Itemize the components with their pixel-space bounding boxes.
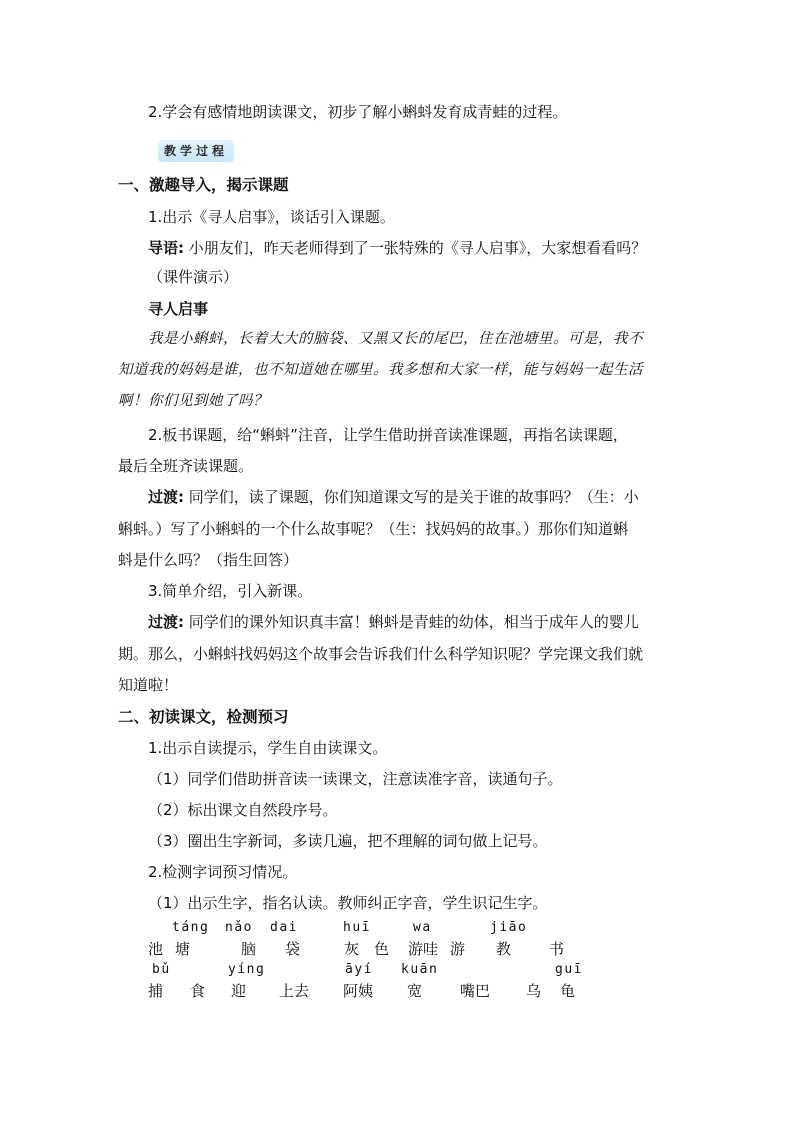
hanzi: 教 — [496, 940, 512, 958]
s1-step2-line1: 2.板书课题，给“蝌蚪”注音，让学生借助拼音读准课题，再指名读课题， — [148, 426, 628, 444]
hanzi: 食 — [190, 982, 206, 1000]
hanzi: 龟 — [560, 982, 576, 1000]
s2-step2-item1: （1）出示生字，指名认读。教师纠正字音，学生识记生字。 — [148, 894, 548, 912]
transition2-line2: 期。那么，小蝌蚪找妈妈这个故事会告诉我们什么科学知识呢？学完课文我们就 — [118, 645, 644, 663]
intro-paragraph — [148, 237, 646, 259]
section1-heading: 一、激趣导入，揭示课题 — [118, 176, 289, 194]
s2-step1: 1.出示自读提示，学生自由读课文。 — [148, 739, 388, 757]
pinyin: guī — [555, 962, 583, 977]
pinyin: bǔ — [152, 962, 171, 977]
pinyin: wa — [413, 920, 432, 935]
transition1-label: 过渡: — [148, 488, 184, 506]
pinyin: yíng — [228, 962, 266, 977]
pinyin: dai — [270, 920, 298, 935]
s1-step2-line2: 最后全班齐读课题。 — [118, 457, 254, 475]
objective-2: 2.学会有感情地朗读课文，初步了解小蝌蚪发育成青蛙的过程。 — [148, 103, 568, 121]
s2-step2: 2.检测字词预习情况。 — [148, 863, 298, 881]
s2-item-1: （1）同学们借助拼音读一读课文，注意读准字音，读通句子。 — [148, 770, 563, 788]
pinyin: huī — [343, 920, 371, 935]
hanzi: 书 — [549, 940, 565, 958]
hanzi: 迎 — [231, 982, 247, 1000]
intro-label: 导语: — [148, 239, 184, 257]
transition1-line3: 蚪是什么吗？（指生回答） — [118, 551, 299, 569]
notice-line-3: 啊！你们见到她了吗？ — [118, 393, 268, 409]
transition1-line2: 蝌蚪。）写了小蝌蚪的一个什么故事呢？（生：找妈妈的故事。）那你们知道蝌 — [118, 520, 629, 538]
hanzi: 捕 — [148, 982, 164, 1000]
section-badge: 教学过程 — [158, 140, 234, 162]
transition2-line3: 知道啦！ — [118, 676, 179, 694]
s1-step3: 3.简单介绍，引入新课。 — [148, 582, 313, 600]
hanzi: 嘴巴 — [460, 982, 491, 1000]
s1-step1: 1.出示《寻人启事》，谈话引入课题。 — [148, 208, 395, 226]
hanzi: 塘 — [175, 940, 191, 958]
hanzi: 色 — [374, 940, 390, 958]
s2-item-2: （2）标出课文自然段序号。 — [148, 801, 338, 819]
pinyin: nǎo — [225, 920, 253, 935]
notice-title: 寻人启事 — [148, 300, 209, 318]
hanzi: 乌 — [526, 982, 542, 1000]
hanzi: 袋 — [285, 940, 301, 958]
hanzi: 脑 — [241, 940, 257, 958]
hanzi: 游哇 — [408, 940, 439, 958]
notice-line-1: 我是小蝌蚪，长着大大的脑袋、又黑又长的尾巴，住在池塘里。可是，我不 — [148, 331, 643, 347]
hanzi: 宽 — [407, 982, 423, 1000]
section2-heading: 二、初读课文，检测预习 — [118, 708, 289, 726]
pinyin: kuān — [401, 962, 439, 977]
hanzi: 阿姨 — [343, 982, 374, 1000]
pinyin: āyí — [345, 962, 373, 977]
notice-line-2: 知道我的妈妈是谁，也不知道她在哪里。我多想和大家一样，能与妈妈一起生活 — [118, 362, 643, 378]
hanzi: 灰 — [344, 940, 360, 958]
s2-item-3: （3）圈出生字新词，多读几遍，把不理解的词句做上记号。 — [148, 832, 548, 850]
intro-note: （课件演示） — [148, 268, 239, 286]
hanzi: 上去 — [279, 982, 310, 1000]
transition2-text: 同学们的课外知识真丰富！蝌蚪是青蛙的幼体，相当于成年人的婴儿 — [188, 613, 639, 631]
intro-text: 小朋友们，昨天老师得到了一张特殊的《寻人启事》，大家想看看吗？ — [188, 239, 647, 257]
hanzi: 池 — [148, 940, 164, 958]
transition1-line1 — [148, 486, 639, 508]
pinyin: táng — [172, 920, 210, 935]
transition2-line1 — [148, 611, 639, 633]
pinyin: jiāo — [490, 920, 528, 935]
transition1-text: 同学们，读了课题，你们知道课文写的是关于谁的故事吗？（生：小 — [188, 488, 639, 506]
hanzi: 游 — [450, 940, 466, 958]
transition2-label: 过渡: — [148, 613, 184, 631]
